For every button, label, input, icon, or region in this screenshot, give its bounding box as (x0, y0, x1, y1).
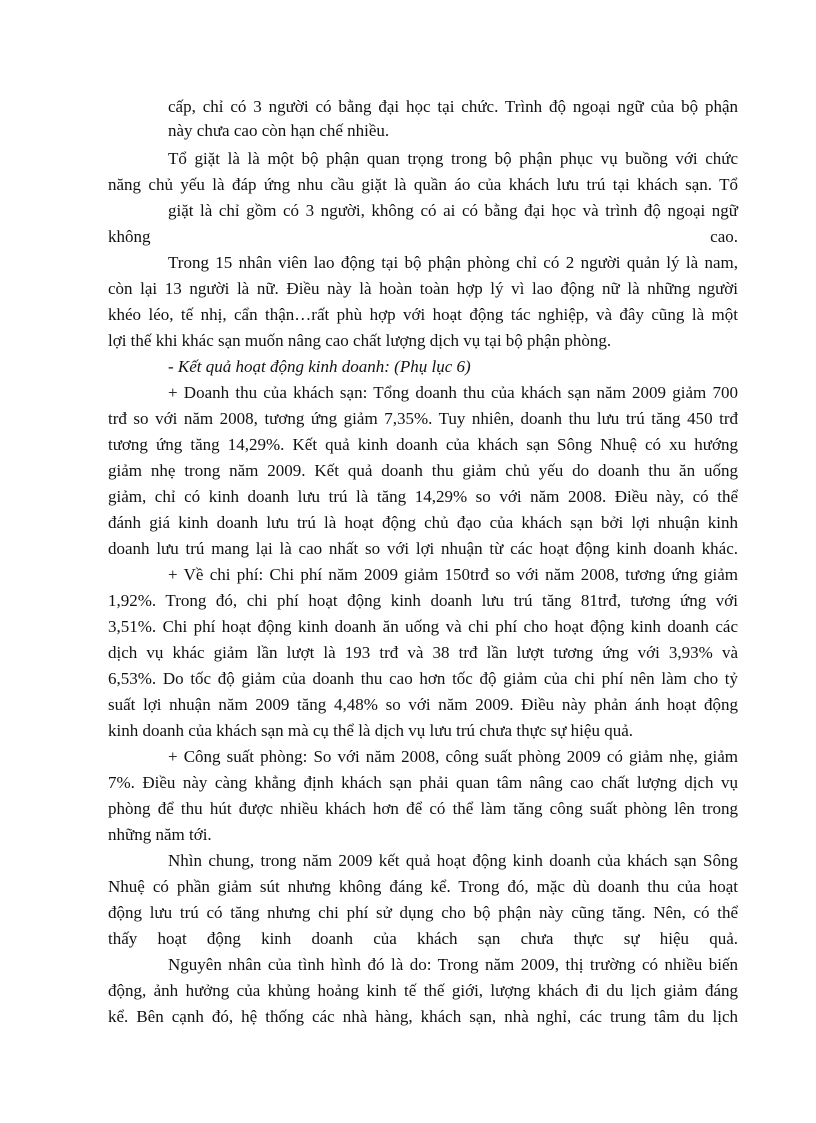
text-line-justified (108, 226, 738, 248)
line-word: động (206, 929, 241, 948)
text-line: khéo léo, tế nhị, cẩn thận…rất phù hợp với hoạt động tác nghiệp, và đây cũng là một (108, 305, 738, 324)
text-line: giảm, chỉ có kinh doanh lưu trú là tăng 14,29% so với năm 2008. Điều này, có thể (108, 487, 738, 506)
text-line: tương ứng tăng 14,29%. Kết quả kinh doanh của khách sạn Sông Nhuệ có xu hướng (108, 435, 738, 454)
text-line: kể. Bên cạnh đó, hệ thống các nhà hàng, khách sạn, nhà nghỉ, các trung tâm du lịch (108, 1007, 738, 1026)
line-word: hoạt (157, 929, 187, 948)
line-word: của (373, 929, 397, 948)
text-line: động, ảnh hưởng của khủng hoảng kinh tế thế giới, lượng khách đi du lịch giảm đáng (108, 981, 738, 1000)
text-line: 7%. Điều này càng khẳng định khách sạn phải quan tâm nâng cao chất lượng dịch vụ (108, 773, 738, 792)
text-line: suất lợi nhuận năm 2009 tăng 4,48% so với năm 2009. Điều này phản ánh hoạt động (108, 695, 738, 714)
text-line: cấp, chỉ có 3 người có bằng đại học tại chức. Trình độ ngoại ngữ của bộ phận (168, 97, 738, 116)
text-line: 6,53%. Do tốc độ giảm của doanh thu cao hơn tốc độ giảm của chi phí nên làm cho tỷ (108, 669, 738, 688)
text-line: giảm nhẹ trong năm 2009. Kết quả doanh thu giảm chủ yếu do doanh thu ăn uống (108, 461, 738, 480)
text-line: kinh doanh của khách sạn mà cụ thể là dịch vụ lưu trú chưa thực sự hiệu quả. (108, 721, 633, 740)
text-line: động lưu trú có tăng nhưng chi phí sử dụng cho bộ phận này cũng tăng. Nên, có thể (108, 903, 738, 922)
text-line: doanh lưu trú mang lại là cao nhất so với lợi nhuận từ các hoạt động kinh doanh khác. (108, 539, 738, 558)
line-word: sạn (477, 929, 501, 948)
text-line: lợi thế khi khác sạn muốn nâng cao chất lượng dịch vụ tại bộ phận phòng. (108, 331, 612, 350)
line-word: không (108, 227, 151, 246)
text-line: Nguyên nhân của tình hình đó là do: Trong năm 2009, thị trường có nhiều biến (168, 955, 738, 974)
line-word: cao. (710, 227, 738, 246)
text-line: + Về chi phí: Chi phí năm 2009 giảm 150trđ so với năm 2008, tương ứng giảm (168, 565, 738, 584)
text-line: đánh giá kinh doanh lưu trú là hoạt động chủ đạo của khách sạn bởi lợi nhuận kinh (108, 513, 738, 532)
line-word: thấy (108, 929, 138, 948)
text-line: Trong 15 nhân viên lao động tại bộ phận phòng chỉ có 2 người quản lý là nam, (168, 253, 738, 272)
line-word: hiệu (659, 929, 690, 948)
text-line: Nhuệ có phần giảm sút nhưng không đáng kể. Trong đó, mặc dù doanh thu của hoạt (108, 877, 738, 896)
section-heading: - Kết quả hoạt động kinh doanh: (Phụ lục 6) (168, 357, 471, 376)
text-line: 3,51%. Chi phí hoạt động kinh doanh ăn uống và chi phí cho hoạt động kinh doanh các (108, 617, 738, 636)
line-word: thực (573, 929, 604, 948)
text-line: giặt là chỉ gồm có 3 người, không có ai có bằng đại học và trình độ ngoại ngữ (168, 201, 738, 220)
text-line: này chưa cao còn hạn chế nhiều. (168, 121, 390, 140)
line-word: khách (416, 929, 458, 948)
line-word: doanh (311, 929, 354, 948)
line-word: sự (623, 929, 640, 948)
text-line: phòng để thu hút được nhiều khách hơn để có thể làm tăng công suất phòng lên trong (108, 799, 738, 818)
text-line: những năm tới. (108, 825, 212, 844)
line-word: chưa (520, 929, 554, 948)
text-line: + Doanh thu của khách sạn: Tổng doanh thu của khách sạn năm 2009 giảm 700 (168, 383, 738, 402)
text-line: còn lại 13 người là nữ. Điều này là hoàn toàn hợp lý vì lao động nữ là những người (108, 279, 738, 298)
text-line: + Công suất phòng: So với năm 2008, công suất phòng 2009 có giảm nhẹ, giảm (168, 747, 738, 766)
text-line: dịch vụ khác giảm lần lượt là 193 trđ và 38 trđ lần lượt tương ứng với 3,93% và (108, 643, 738, 662)
text-line: 1,92%. Trong đó, chi phí hoạt động kinh doanh lưu trú tăng 81trđ, tương ứng với (108, 591, 738, 610)
text-line: Tổ giặt là là một bộ phận quan trọng trong bộ phận phục vụ buồng với chức (168, 149, 738, 168)
text-line-justified (108, 928, 738, 950)
line-word: kinh (261, 929, 292, 948)
text-line: năng chủ yếu là đáp ứng nhu cầu giặt là quần áo của khách lưu trú tại khách sạn. Tổ (108, 175, 738, 194)
line-word: quả. (709, 929, 738, 948)
text-line: Nhìn chung, trong năm 2009 kết quả hoạt động kinh doanh của khách sạn Sông (168, 851, 738, 870)
text-line: trđ so với năm 2008, tương ứng giảm 7,35%. Tuy nhiên, doanh thu lưu trú tăng 450 trđ (108, 409, 738, 428)
